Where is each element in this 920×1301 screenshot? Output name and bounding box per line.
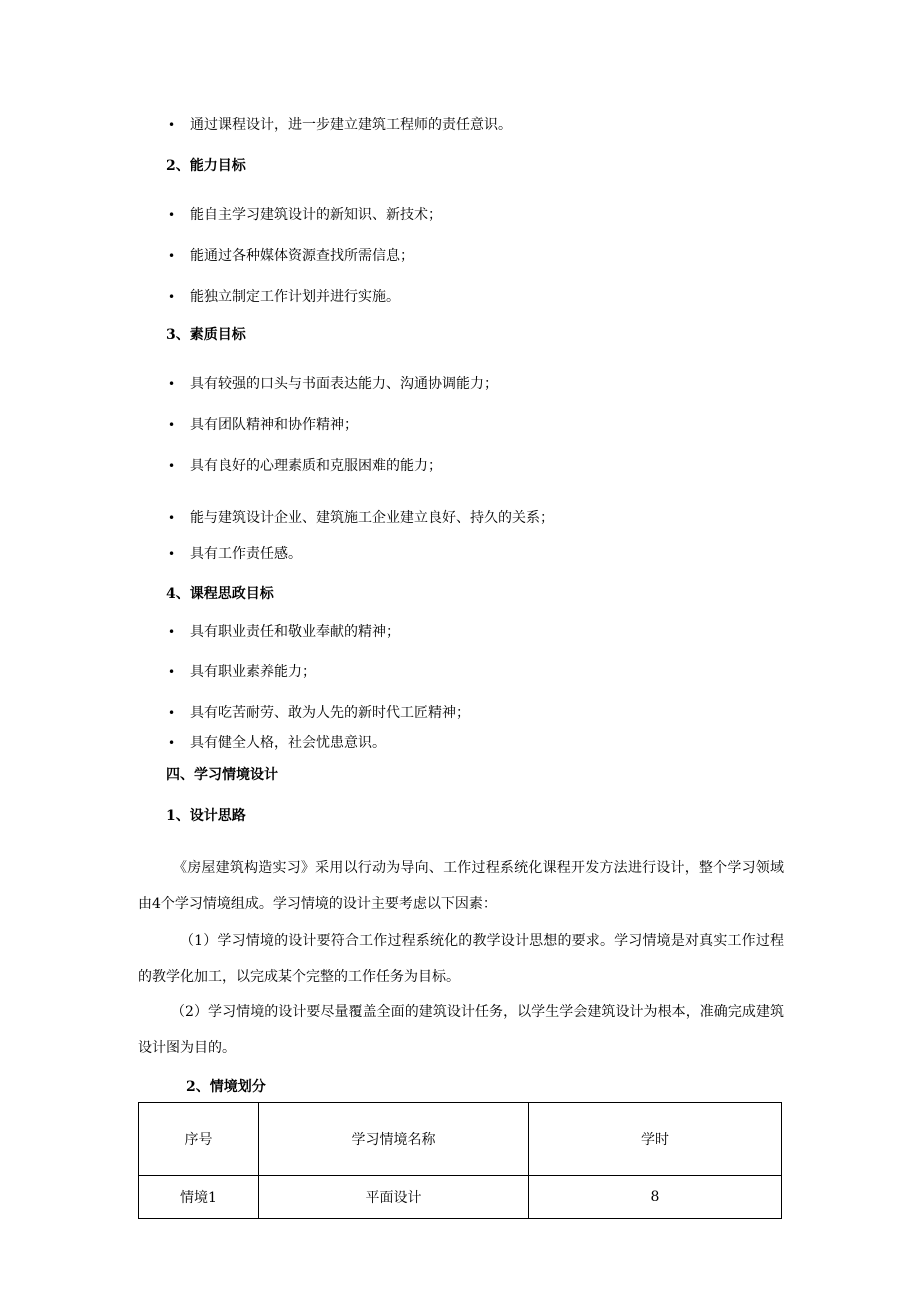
column-header: 序号 (139, 1103, 259, 1176)
bullet-icon: • (168, 377, 176, 391)
list-item: • 具有良好的心理素质和克服困难的能力； (168, 458, 442, 474)
list-item: • 具有职业素养能力； (168, 664, 316, 680)
bullet-icon: • (168, 665, 176, 679)
table-cell: 8 (529, 1176, 782, 1219)
section-heading: 2、情境划分 (186, 1079, 266, 1095)
bullet-icon: • (168, 736, 176, 750)
list-item: • 具有工作责任感。 (168, 546, 302, 562)
table-header-row (139, 1103, 782, 1176)
list-item: • 通过课程设计，进一步建立建筑工程师的责任意识。 (168, 117, 512, 133)
paragraph: （2）学习情境的设计要尽量覆盖全面的建筑设计任务，以学生学会建筑设计为根本，准确完成建筑设计图为目的。 (138, 1004, 784, 1056)
list-item: • 能自主学习建筑设计的新知识、新技术； (168, 207, 442, 223)
column-header: 学时 (529, 1103, 782, 1176)
list-item: • 具有健全人格，社会忧患意识。 (168, 735, 386, 751)
chapter-heading: 四、学习情境设计 (166, 767, 278, 783)
bullet-icon: • (168, 511, 176, 525)
list-item: • 具有较强的口头与书面表达能力、沟通协调能力； (168, 376, 498, 392)
bullet-icon: • (168, 459, 176, 473)
section-heading: 3、素质目标 (166, 327, 246, 343)
bullet-icon: • (168, 706, 176, 720)
paragraph: （1）学习情境的设计要符合工作过程系统化的教学设计思想的要求。学习情境是对真实工作过程的教学化加工，以完成某个完整的工作任务为目标。 (138, 933, 784, 985)
list-item: • 能通过各种媒体资源查找所需信息； (168, 248, 414, 264)
section-heading: 1、设计思路 (166, 808, 246, 824)
table-cell: 情境1 (139, 1176, 259, 1219)
situation-table (138, 1102, 782, 1219)
bullet-icon: • (168, 547, 176, 561)
column-header: 学习情境名称 (259, 1103, 529, 1176)
bullet-icon: • (168, 118, 176, 132)
section-heading: 4、课程思政目标 (166, 586, 274, 602)
bullet-icon: • (168, 290, 176, 304)
list-item: • 具有团队精神和协作精神； (168, 417, 358, 433)
bullet-icon: • (168, 208, 176, 222)
list-item: • 具有吃苦耐劳、敢为人先的新时代工匠精神； (168, 705, 470, 721)
bullet-icon: • (168, 418, 176, 432)
section-heading: 2、能力目标 (166, 158, 246, 174)
bullet-icon: • (168, 249, 176, 263)
list-item: • 能与建筑设计企业、建筑施工企业建立良好、持久的关系； (168, 510, 554, 526)
list-item: • 具有职业责任和敬业奉献的精神； (168, 624, 400, 640)
bullet-icon: • (168, 625, 176, 639)
table-row (139, 1176, 782, 1219)
paragraph: 《房屋建筑构造实习》采用以行动为导向、工作过程系统化课程开发方法进行设计，整个学习领域由4个学习情境组成。学习情境的设计主要考虑以下因素： (138, 860, 784, 912)
list-item: • 能独立制定工作计划并进行实施。 (168, 289, 400, 305)
table-cell: 平面设计 (259, 1176, 529, 1219)
